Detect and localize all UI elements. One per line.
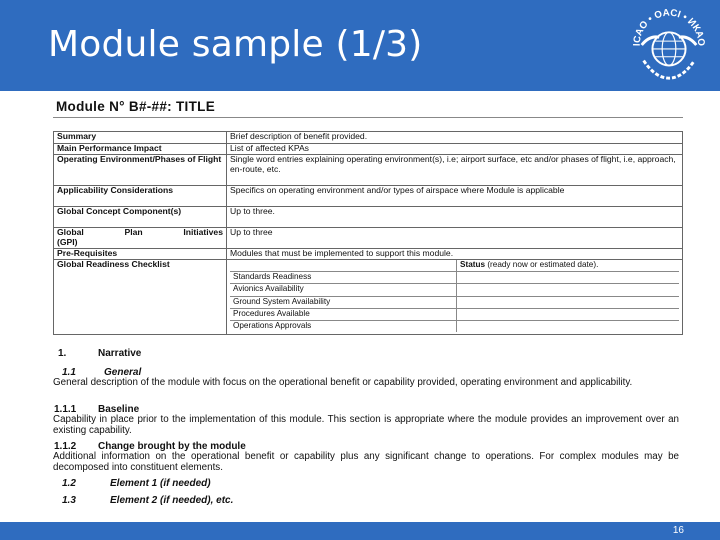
row-value: Brief description of benefit provided. (227, 132, 683, 144)
section-1-1-heading: 1.1 General (62, 367, 142, 378)
row-value: Specifics on operating environment and/or types of airspace where Module is applicable (227, 186, 683, 207)
document-title: Module N° B#-##: TITLE (56, 99, 216, 114)
row-label: Pre-Requisites (54, 249, 227, 260)
title-divider (53, 117, 683, 118)
row-value: Modules that must be implemented to support this module. (227, 249, 683, 260)
table-row (54, 186, 683, 207)
readiness-row (54, 260, 683, 335)
section-1-1-text: General description of the module with focus on the operational benefit or capability provided, operating environment and applicability. (53, 377, 633, 388)
section-1-1-1-text: Capability in place prior to the implementation of this module. This section is appropriate where the module provides an improvement over an existing capability. (53, 414, 679, 436)
table-row (54, 155, 683, 186)
readiness-item: Procedures Available (230, 308, 457, 320)
readiness-cell (227, 260, 683, 335)
icao-logo-icon (630, 6, 708, 84)
readiness-item: Standards Readiness (230, 272, 457, 284)
section-1-1-1-heading: 1.1.1 Baseline (54, 404, 140, 415)
row-value: Single word entries explaining operating environment(s), i.e; airport surface, etc and/or phases of flight, i.e, approach, en-route, etc. (227, 155, 683, 186)
readiness-label: Global Readiness Checklist (54, 260, 227, 335)
logo-text: ICAO • OACI • ИКАО (631, 7, 707, 47)
page-number: 16 (672, 525, 684, 536)
table-row (54, 249, 683, 260)
row-label: Operating Environment/Phases of Flight (54, 155, 227, 186)
module-template-document (48, 95, 688, 515)
table-row (54, 132, 683, 144)
row-label-part: Plan (124, 227, 143, 237)
status-header: Status (ready now or estimated date). (457, 260, 680, 272)
slide-title: Module sample (1/3) (48, 24, 423, 65)
row-label-suffix: (GPI) (57, 236, 78, 247)
table-row (54, 207, 683, 228)
section-1-1-2-text: Additional information on the operational benefit or capability plus any significant change to operations. For complex modules may be decomposed into constituent elements. (53, 451, 679, 473)
row-label (54, 228, 227, 249)
readiness-item: Operations Approvals (233, 320, 312, 330)
row-label-part: Initiatives (183, 227, 223, 237)
row-label-part: Global (57, 227, 84, 237)
readiness-subtable (230, 260, 679, 332)
row-value: Up to three. (227, 207, 683, 228)
readiness-item: Ground System Availability (230, 296, 457, 308)
row-label: Applicability Considerations (54, 186, 227, 207)
row-value: Up to three (227, 228, 683, 249)
readiness-item: Avionics Availability (230, 284, 457, 296)
section-1-heading: 1. Narrative (58, 348, 142, 359)
row-label: Summary (54, 132, 227, 144)
header-bar (0, 0, 720, 91)
table-row (54, 228, 683, 249)
section-1-3-heading: 1.3 Element 2 (if needed), etc. (62, 495, 234, 506)
section-1-1-2-heading: 1.1.2 Change brought by the module (54, 441, 246, 452)
section-1-2-heading: 1.2 Element 1 (if needed) (62, 478, 211, 489)
module-table (53, 131, 683, 335)
row-value: List of affected KPAs (227, 144, 683, 155)
footer-bar (0, 522, 720, 540)
row-label: Global Concept Component(s) (54, 207, 227, 228)
row-label: Main Performance Impact (54, 144, 227, 155)
table-row (54, 144, 683, 155)
